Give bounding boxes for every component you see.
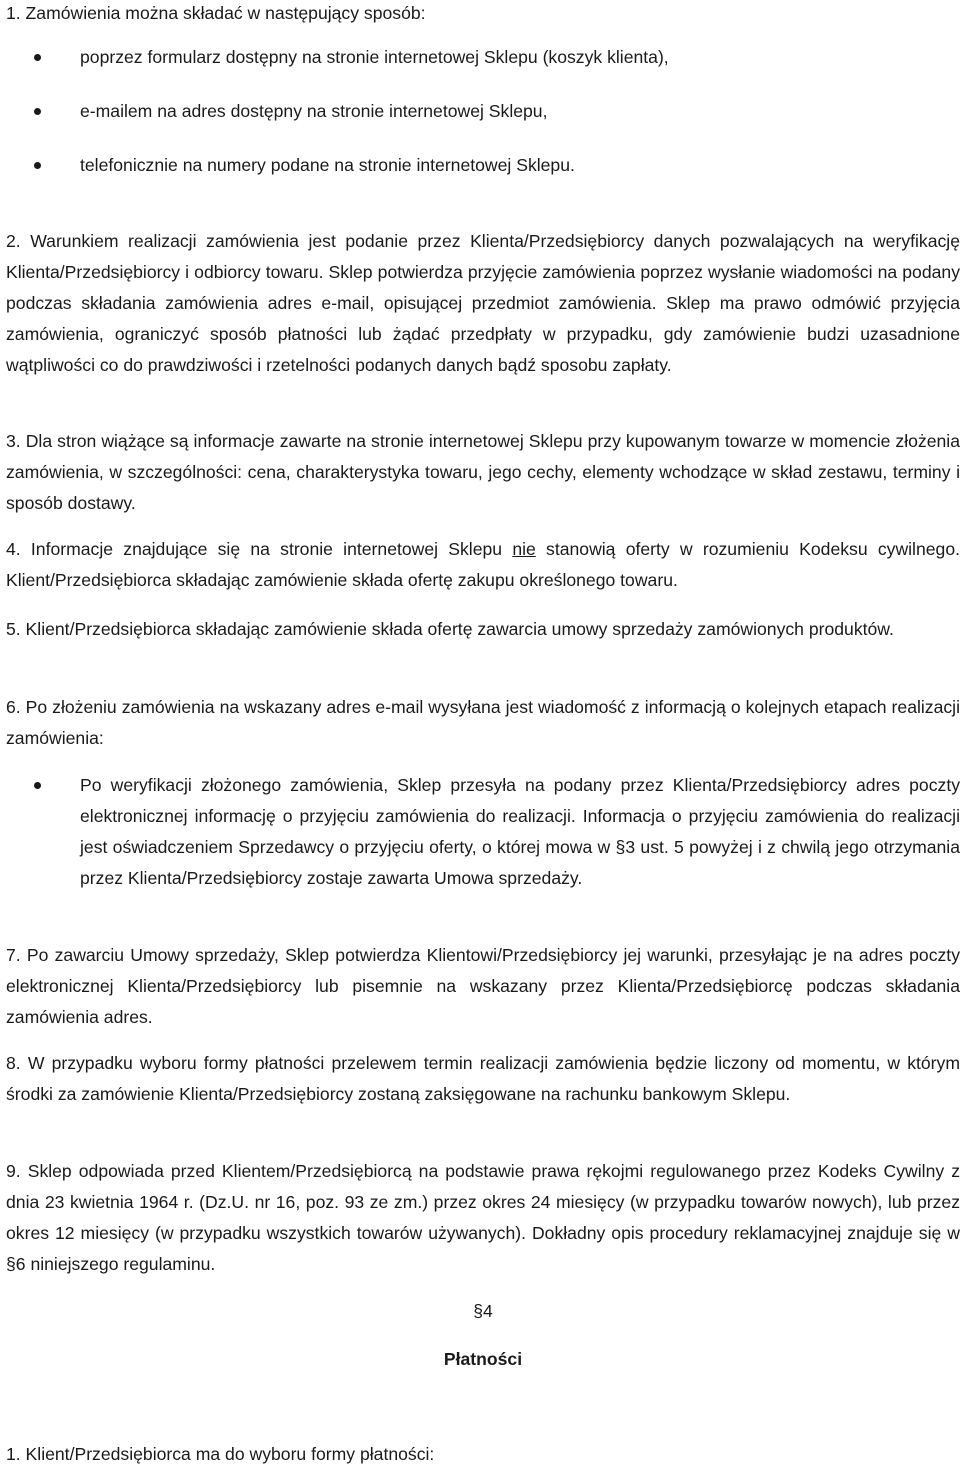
point-8-paragraph: 8. W przypadku wyboru formy płatności przelewem termin realizacji zamówienia będzie liczony od momentu, w którym środki za zamówienie Klienta/Przedsiębiorcy zostaną zaksięgowane na rachunku bankowym Sklepu. [6, 1053, 960, 1104]
point-6-paragraph: 6. Po złożeniu zamówienia na wskazany adres e-mail wysyłana jest wiadomość z informacją o kolejnych etapach realizacji zamówienia: [6, 697, 960, 748]
bullet-icon [34, 108, 41, 115]
list-item: Po weryfikacji złożonego zamówienia, Sklep przesyła na podany przez Klienta/Przedsiębiorcy adres poczty elektronicznej informację o przyjęciu zamówienia do realizacji. Informacja o przyjęciu zamówienia do realizacji jest oświadczeniem Sprzedawcy o przyjęciu oferty, o której mowa w §3 ust. 5 powyżej i z chwilą jego otrzymania przez Klienta/Przedsiębiorcy zostaje zawarta Umowa sprzedaży. [6, 770, 960, 894]
point-4-paragraph: 4. Informacje znajdujące się na stronie internetowej Sklepu nie stanowią oferty w rozumieniu Kodeksu cywilnego. Klient/Przedsiębiorca składając zamówienie składa ofertę zakupu określonego towaru. [6, 539, 960, 590]
point-9-paragraph: 9. Sklep odpowiada przed Klientem/Przedsiębiorcą na podstawie prawa rękojmi regulowanego przez Kodeks Cywilny z dnia 23 kwietnia 1964 r. (Dz.U. nr 16, poz. 93 ze zm.) przez okres 24 miesięcy (w przypadku towarów nowych), lub przez okres 12 miesięcy (w przypadku wszystkich towarów używanych). Dokładny opis procedury reklamacyjnej znajduje się w §6 niniejszego regulaminu. [6, 1161, 960, 1274]
list-item: telefonicznie na numery podane na stronie internetowej Sklepu. [6, 150, 960, 181]
list-item: poprzez formularz dostępny na stronie internetowej Sklepu (koszyk klienta), [6, 42, 960, 73]
section-title: Płatności [443, 1349, 523, 1369]
point-7-paragraph: 7. Po zawarciu Umowy sprzedaży, Sklep potwierdza Klientowi/Przedsiębiorcy jej warunki, przesyłając je na adres poczty elektronicznej Klienta/Przedsiębiorcy lub pisemnie na wskazany przez Klienta/Przedsiębiorcę podczas składania zamówienia adres. [6, 945, 960, 1027]
bullet-icon [34, 54, 41, 61]
point-2-paragraph: 2. Warunkiem realizacji zamówienia jest podanie przez Klienta/Przedsiębiorcy danych pozwalających na weryfikację Klienta/Przedsiębiorcy i odbiorcy towaru. Sklep potwierdza przyjęcie zamówienia poprzez wysłanie wiadomości na podany podczas składania zamówienia adres e-mail, opisującej przedmiot zamówienia. Sklep ma prawo odmówić przyjęcia zamówienia, ograniczyć sposób płatności lub żądać przedpłaty w przypadku, gdy zamówienie budzi uzasadnione wątpliwości co do prawdziwości i rzetelności podanych danych bądź sposobu zapłaty. [6, 231, 960, 375]
point-1-heading: 1. Zamówienia można składać w następujący sposób: [6, 3, 426, 23]
order-methods-list [6, 42, 960, 181]
bullet-icon [34, 162, 41, 169]
bullet-icon [34, 782, 41, 789]
point-5-paragraph: 5. Klient/Przedsiębiorca składając zamówienie składa ofertę zawarcia umowy sprzedaży zamówionych produktów. [6, 619, 894, 639]
payments-point-1: 1. Klient/Przedsiębiorca ma do wyboru formy płatności: [6, 1444, 435, 1464]
section-number: §4 [473, 1301, 493, 1321]
order-stages-list [6, 770, 960, 894]
underlined-word: nie [512, 539, 536, 559]
point-3-paragraph: 3. Dla stron wiążące są informacje zawarte na stronie internetowej Sklepu przy kupowanym towarze w momencie złożenia zamówienia, w szczególności: cena, charakterystyka towaru, jego cechy, elementy wchodzące w skład zestawu, terminy i sposób dostawy. [6, 431, 960, 513]
list-item: e-mailem na adres dostępny na stronie internetowej Sklepu, [6, 96, 960, 127]
